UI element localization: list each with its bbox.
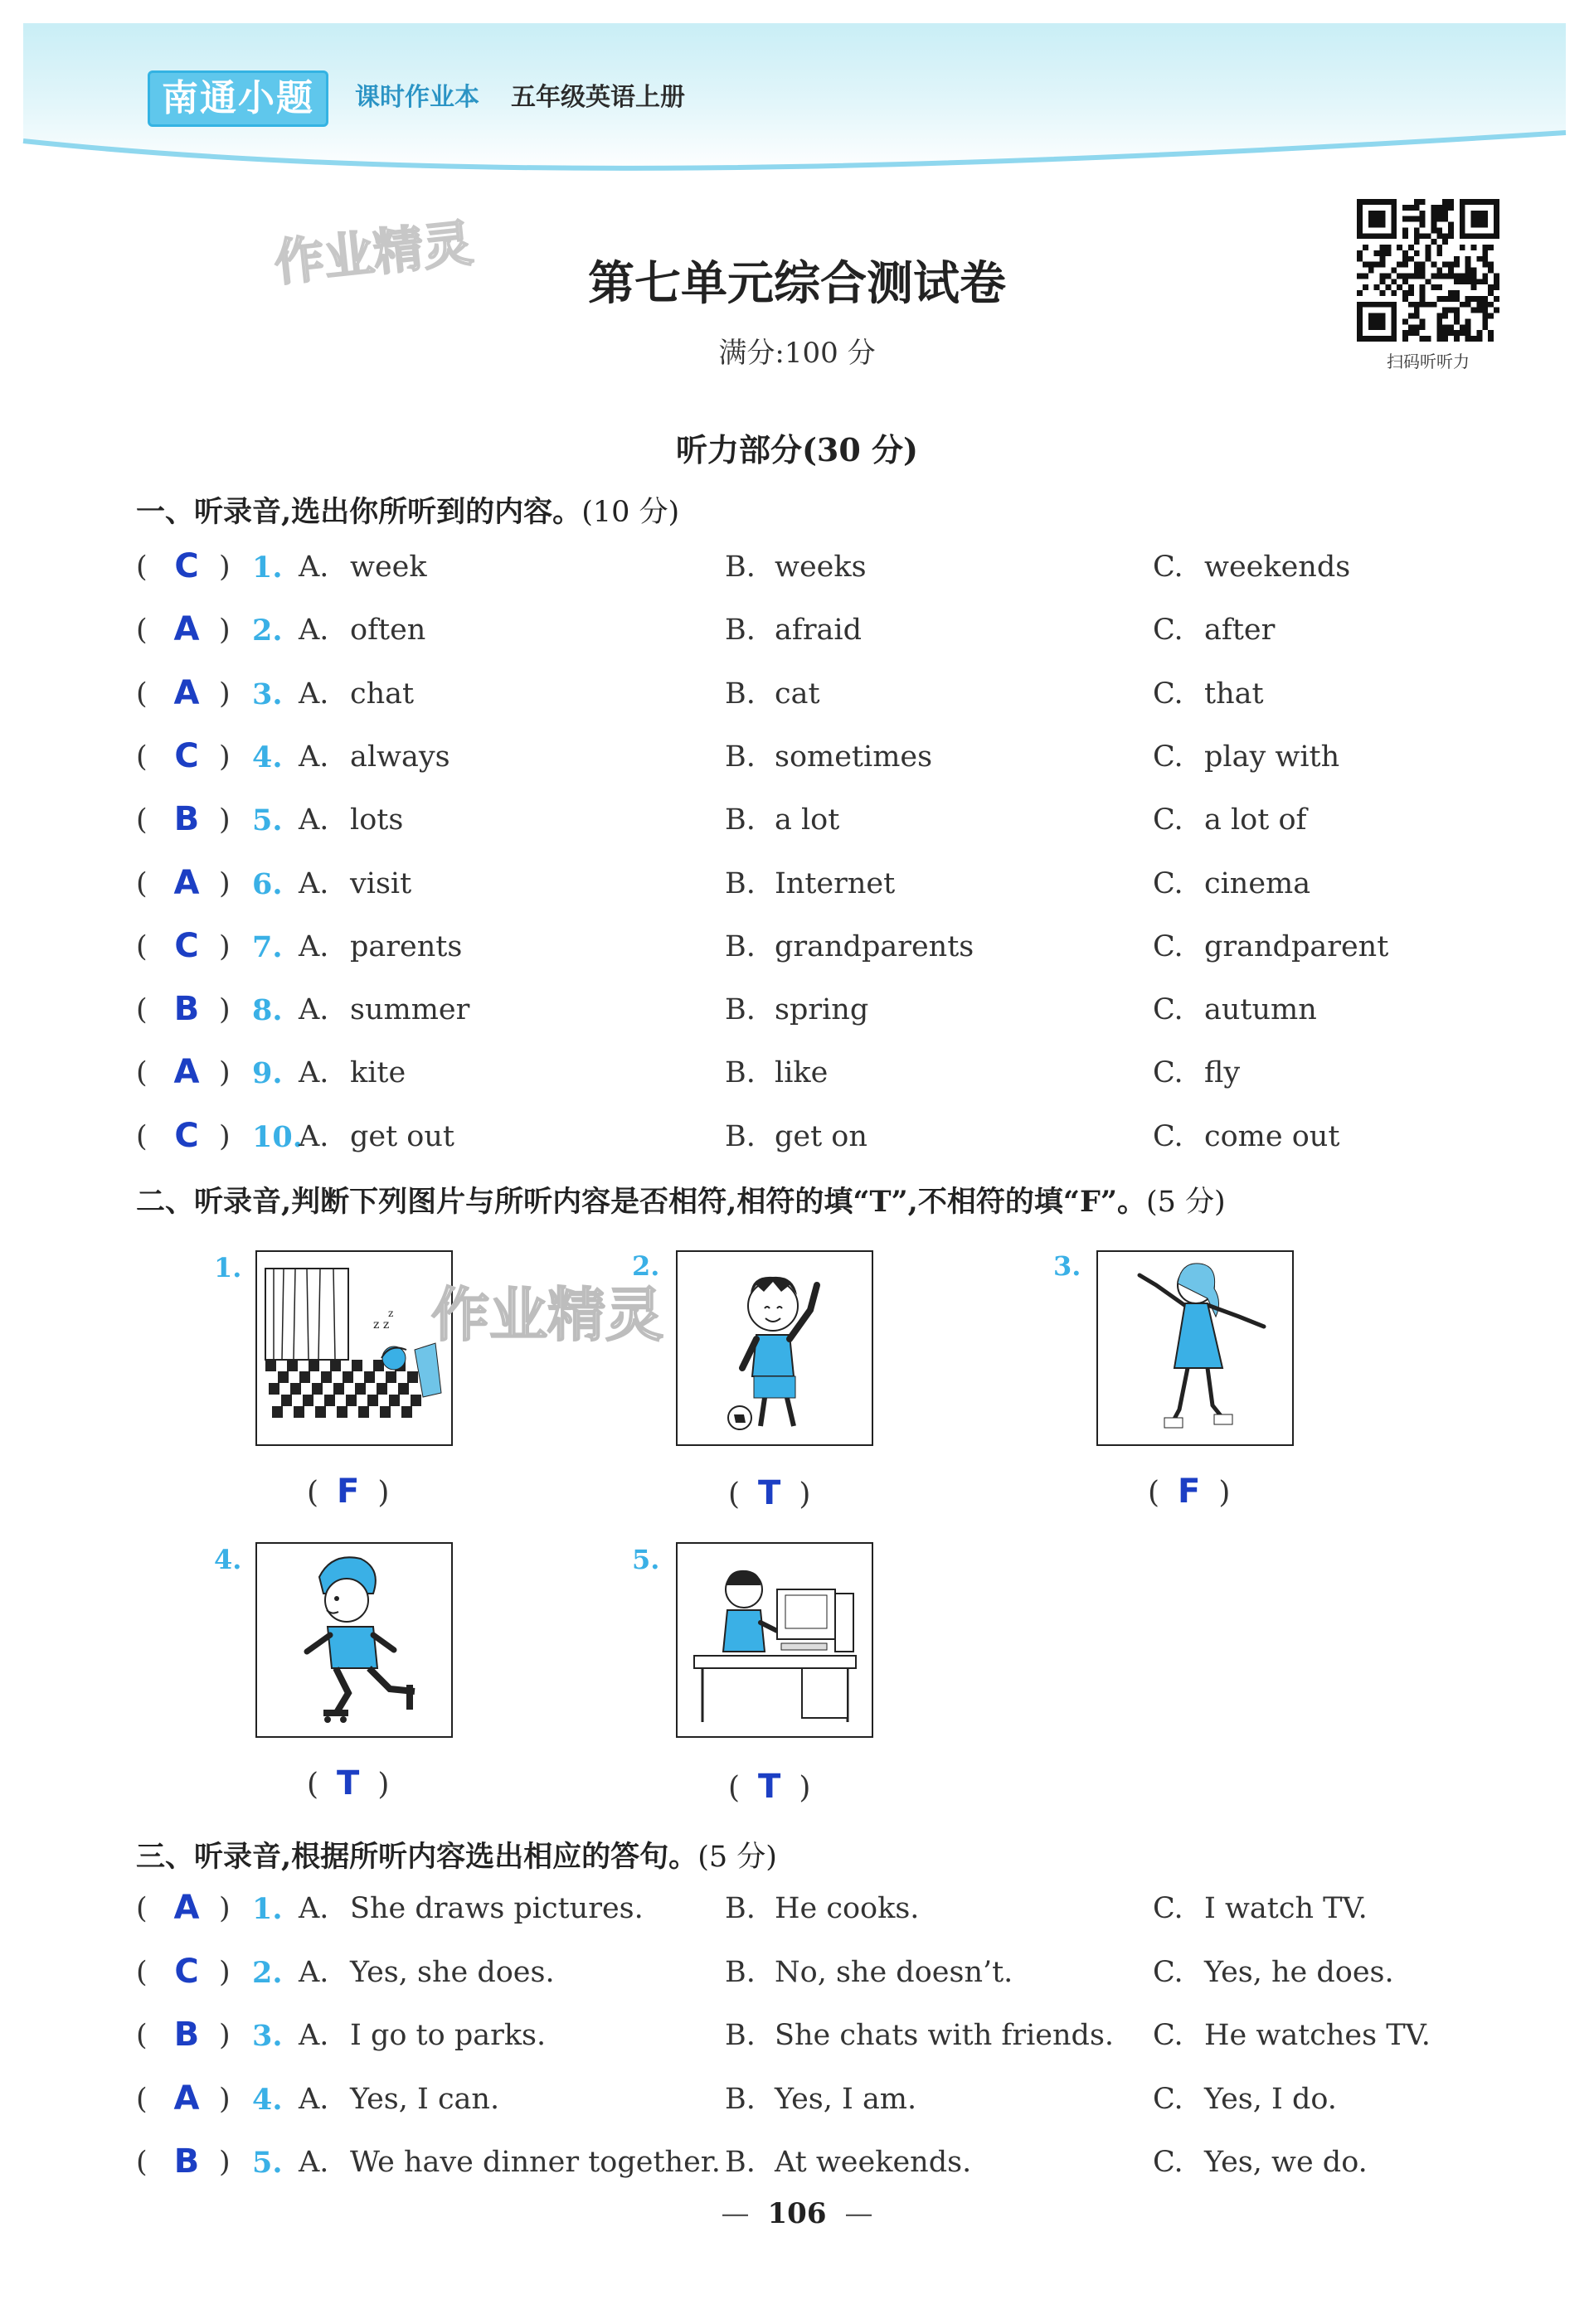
answer-slot[interactable]: B xyxy=(173,990,200,1029)
answer-slot[interactable]: B xyxy=(173,2142,200,2181)
option-a: We have dinner together. xyxy=(350,2146,721,2179)
option-c: Yes, I do. xyxy=(1204,2082,1337,2116)
option-a: chat xyxy=(350,677,415,711)
answer-slot[interactable]: C xyxy=(174,736,199,775)
option-b-letter: B. xyxy=(725,677,756,711)
option-c-letter: C. xyxy=(1153,929,1183,963)
question-number: 7. xyxy=(252,929,283,964)
paren-open: ( xyxy=(136,1056,148,1090)
paren-close: ) xyxy=(219,1056,231,1090)
answer-3: F xyxy=(1178,1473,1201,1511)
option-c-letter: C. xyxy=(1153,2082,1183,2116)
answer-2: T xyxy=(758,1474,781,1512)
paren-open: ( xyxy=(136,677,148,711)
answer-box-4[interactable]: ( T ) xyxy=(307,1764,390,1802)
answer-4: T xyxy=(337,1764,360,1802)
paren-close: ) xyxy=(219,614,231,648)
section1-heading xyxy=(136,489,679,531)
answer-slot[interactable]: B xyxy=(173,800,200,839)
brand-subtitle: 课时作业本 xyxy=(355,83,479,112)
paren-close: ) xyxy=(219,803,231,837)
section3-title: 三、听录音,根据所听内容选出相应的答句。 xyxy=(136,1840,698,1874)
section3-heading xyxy=(136,1834,777,1875)
picture-sleeping xyxy=(255,1250,453,1446)
option-b: He cooks. xyxy=(775,1892,920,1925)
section2-heading xyxy=(136,1179,1226,1220)
answer-slot[interactable]: A xyxy=(173,673,200,712)
option-b: weeks xyxy=(775,551,867,584)
paren-open: ( xyxy=(136,1955,148,1989)
answer-slot[interactable]: B xyxy=(173,2016,200,2054)
option-b: like xyxy=(775,1056,829,1090)
option-c-letter: C. xyxy=(1153,614,1183,648)
full-score: 满分:100 分 xyxy=(718,337,876,370)
qr-code-icon[interactable] xyxy=(1357,199,1499,342)
paren-open: ( xyxy=(136,2082,148,2116)
watermark-logo: 作业精灵 xyxy=(431,1281,663,1349)
option-b: get on xyxy=(775,1119,867,1153)
option-b-letter: B. xyxy=(725,1892,756,1925)
question-number: 5. xyxy=(252,803,283,838)
option-c: that xyxy=(1204,677,1264,711)
option-b: afraid xyxy=(775,614,863,648)
option-c: play with xyxy=(1204,740,1340,774)
option-b-letter: B. xyxy=(725,1119,756,1153)
paren-open: ( xyxy=(136,2019,148,2052)
option-a: Yes, she does. xyxy=(350,1955,555,1989)
paren-close: ) xyxy=(219,1892,231,1925)
option-b-letter: B. xyxy=(725,993,756,1027)
option-c: autumn xyxy=(1204,993,1317,1027)
option-b-letter: B. xyxy=(725,803,756,837)
option-a-letter: A. xyxy=(299,740,329,774)
option-a-letter: A. xyxy=(299,1056,329,1090)
option-b-letter: B. xyxy=(725,551,756,584)
option-a-letter: A. xyxy=(299,803,329,837)
option-c-letter: C. xyxy=(1153,740,1183,774)
option-a: always xyxy=(350,740,450,774)
section3-points: (5 分) xyxy=(697,1841,777,1874)
option-a-letter: A. xyxy=(299,866,329,900)
option-c: Yes, he does. xyxy=(1204,1955,1394,1989)
option-c-letter: C. xyxy=(1153,677,1183,711)
option-b: cat xyxy=(775,677,820,711)
option-b-letter: B. xyxy=(725,740,756,774)
paren-open: ( xyxy=(136,551,148,584)
question-number: 3. xyxy=(252,2019,283,2053)
svg-text:z z: z z xyxy=(373,1318,390,1332)
paren-open: ( xyxy=(136,1892,148,1925)
answer-box-3[interactable]: ( F ) xyxy=(1148,1473,1231,1511)
option-c-letter: C. xyxy=(1153,1119,1183,1153)
paren-open: ( xyxy=(136,803,148,837)
option-a: get out xyxy=(350,1119,454,1153)
option-a-letter: A. xyxy=(299,2019,329,2052)
picture-dancing-girl xyxy=(1096,1250,1294,1446)
part-heading: 听力部分(30 分) xyxy=(675,431,919,468)
paren-close: ) xyxy=(219,2146,231,2179)
section1-points: (10 分) xyxy=(581,496,680,529)
option-b-letter: B. xyxy=(725,2082,756,2116)
option-a-letter: A. xyxy=(299,1892,329,1925)
option-b: She chats with friends. xyxy=(775,2019,1115,2052)
option-b: grandparents xyxy=(775,929,974,963)
option-c-letter: C. xyxy=(1153,551,1183,584)
answer-slot[interactable]: A xyxy=(173,2079,200,2118)
option-a-letter: A. xyxy=(299,993,329,1027)
option-b: spring xyxy=(775,993,869,1027)
option-a-letter: A. xyxy=(299,1955,329,1989)
option-b: a lot xyxy=(775,803,840,837)
question-number: 10. xyxy=(252,1119,303,1154)
option-c-letter: C. xyxy=(1153,1056,1183,1090)
option-b-letter: B. xyxy=(725,1056,756,1090)
paren-close: ) xyxy=(219,1955,231,1989)
option-c: come out xyxy=(1204,1119,1340,1153)
picture-number: 2. xyxy=(632,1250,660,1282)
paren-close: ) xyxy=(219,2082,231,2116)
picture-computer-boy xyxy=(676,1542,873,1738)
option-b-letter: B. xyxy=(725,1955,756,1989)
option-a-letter: A. xyxy=(299,2082,329,2116)
brand-logo: 南通小题 xyxy=(148,70,328,127)
option-b: Internet xyxy=(775,866,896,900)
paren-open: ( xyxy=(136,866,148,900)
question-number: 2. xyxy=(252,614,283,648)
option-c-letter: C. xyxy=(1153,1955,1183,1989)
question-number: 4. xyxy=(252,2082,283,2117)
paren-close: ) xyxy=(219,677,231,711)
question-number: 2. xyxy=(252,1955,283,1990)
paren-open: ( xyxy=(136,929,148,963)
question-number: 1. xyxy=(252,1892,283,1926)
option-a-letter: A. xyxy=(299,1119,329,1153)
option-a: week xyxy=(350,551,427,584)
question-number: 8. xyxy=(252,993,283,1028)
question-number: 3. xyxy=(252,677,283,711)
grade-label: 五年级英语上册 xyxy=(511,83,685,112)
picture-roller-skating xyxy=(255,1542,453,1738)
option-c: fly xyxy=(1204,1056,1241,1090)
option-a: visit xyxy=(350,866,412,900)
option-c-letter: C. xyxy=(1153,866,1183,900)
boy-roller-skating-icon xyxy=(257,1544,451,1736)
paren-close: ) xyxy=(219,1119,231,1153)
svg-text:z: z xyxy=(388,1308,394,1319)
option-a: parents xyxy=(350,929,463,963)
option-b: sometimes xyxy=(775,740,933,774)
answer-slot[interactable]: A xyxy=(173,1053,200,1092)
option-a-letter: A. xyxy=(299,614,329,648)
answer-slot[interactable]: C xyxy=(174,547,199,585)
option-a: kite xyxy=(350,1056,406,1090)
paren-close: ) xyxy=(219,2019,231,2052)
paren-close: ) xyxy=(219,740,231,774)
option-c-letter: C. xyxy=(1153,1892,1183,1925)
option-a-letter: A. xyxy=(299,929,329,963)
option-c-letter: C. xyxy=(1153,993,1183,1027)
girl-dancing-icon xyxy=(1098,1252,1292,1444)
option-a: lots xyxy=(350,803,404,837)
option-c: after xyxy=(1204,614,1276,648)
qr-label: 扫码听听力 xyxy=(1387,352,1470,371)
answer-slot[interactable]: C xyxy=(174,926,199,965)
paren-close: ) xyxy=(219,551,231,584)
question-number: 5. xyxy=(252,2146,283,2180)
answer-box-5[interactable]: ( T ) xyxy=(728,1768,811,1806)
option-b-letter: B. xyxy=(725,2019,756,2052)
picture-football-boy xyxy=(676,1250,873,1446)
option-c-letter: C. xyxy=(1153,2146,1183,2179)
answer-slot[interactable]: C xyxy=(174,1952,199,1991)
option-b-letter: B. xyxy=(725,866,756,900)
answer-box-1[interactable]: ( F ) xyxy=(307,1473,390,1511)
question-number: 4. xyxy=(252,740,283,774)
picture-number: 5. xyxy=(632,1544,660,1575)
paren-close: ) xyxy=(219,929,231,963)
option-b: No, she doesn’t. xyxy=(775,1955,1013,1989)
question-number: 6. xyxy=(252,866,283,901)
page-number: — 106 — xyxy=(721,2197,873,2230)
option-b: At weekends. xyxy=(775,2146,972,2179)
answer-slot[interactable]: A xyxy=(173,610,200,649)
paren-open: ( xyxy=(136,1119,148,1153)
paren-open: ( xyxy=(136,740,148,774)
option-a-letter: A. xyxy=(299,677,329,711)
option-a-letter: A. xyxy=(299,2146,329,2179)
option-c-letter: C. xyxy=(1153,2019,1183,2052)
picture-number: 4. xyxy=(214,1544,242,1575)
option-c: He watches TV. xyxy=(1204,2019,1431,2052)
answer-1: F xyxy=(337,1473,360,1511)
option-b: Yes, I am. xyxy=(775,2082,917,2116)
option-a: Yes, I can. xyxy=(350,2082,500,2116)
option-c: Yes, we do. xyxy=(1204,2146,1368,2179)
option-b-letter: B. xyxy=(725,614,756,648)
option-c: a lot of xyxy=(1204,803,1307,837)
option-b-letter: B. xyxy=(725,929,756,963)
option-b-letter: B. xyxy=(725,2146,756,2179)
answer-slot[interactable]: A xyxy=(173,863,200,902)
boy-with-football-icon xyxy=(678,1252,872,1444)
section2-title: 二、听录音,判断下列图片与所听内容是否相符,相符的填“T”,不相符的填“F”。 xyxy=(136,1185,1146,1219)
option-a: summer xyxy=(350,993,470,1027)
answer-slot[interactable]: A xyxy=(173,1889,200,1927)
picture-number: 3. xyxy=(1053,1250,1081,1282)
sleeping-in-bed-icon xyxy=(257,1252,451,1444)
paren-open: ( xyxy=(136,2146,148,2179)
paren-open: ( xyxy=(136,993,148,1027)
answer-slot[interactable]: C xyxy=(174,1116,199,1155)
answer-box-2[interactable]: ( T ) xyxy=(728,1474,811,1512)
paren-close: ) xyxy=(219,866,231,900)
question-number: 1. xyxy=(252,551,283,585)
option-a: I go to parks. xyxy=(350,2019,547,2052)
option-c-letter: C. xyxy=(1153,803,1183,837)
section1-title: 一、听录音,选出你所听到的内容。 xyxy=(136,495,582,529)
option-c: weekends xyxy=(1204,551,1351,584)
option-c: cinema xyxy=(1204,866,1311,900)
answer-5: T xyxy=(758,1768,781,1806)
page-title: 第七单元综合测试卷 xyxy=(588,256,1006,311)
paren-close: ) xyxy=(219,993,231,1027)
option-c: I watch TV. xyxy=(1204,1892,1368,1925)
watermark-logo: 作业精灵 xyxy=(271,214,476,294)
option-a: often xyxy=(350,614,426,648)
question-number: 9. xyxy=(252,1056,283,1091)
option-a-letter: A. xyxy=(299,551,329,584)
boy-at-computer-icon xyxy=(678,1544,872,1736)
section2-points: (5 分) xyxy=(1145,1186,1226,1219)
option-c: grandparent xyxy=(1204,929,1389,963)
option-a: She draws pictures. xyxy=(350,1892,644,1925)
picture-number: 1. xyxy=(214,1252,242,1283)
paren-open: ( xyxy=(136,614,148,648)
